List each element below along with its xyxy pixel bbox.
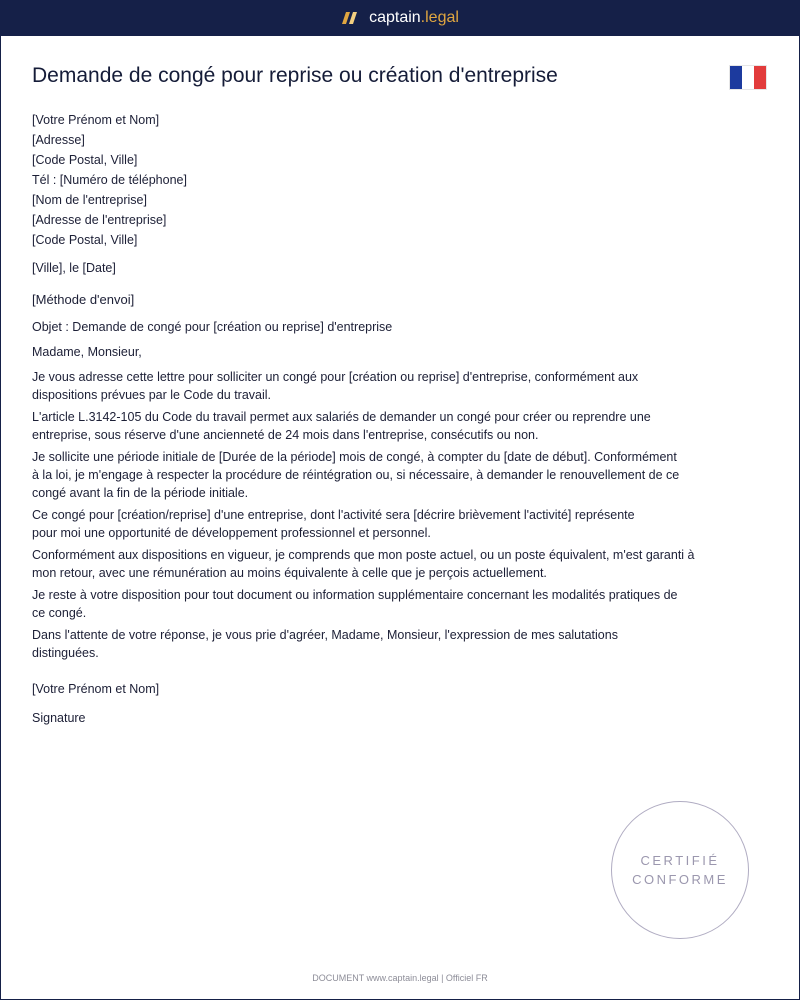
paragraph-line: entreprise, sous réserve d'une ancienneté de 24 mois dans l'entreprise, consécutifs ou non. — [32, 428, 539, 442]
france-flag-icon — [729, 65, 767, 90]
paragraph-line: Ce congé pour [création/reprise] d'une entreprise, dont l'activité sera [décrire brièvement l'activité] représente — [32, 508, 635, 522]
brand-name: captain — [369, 9, 421, 26]
paragraph-line: dispositions prévues par le Code du travail. — [32, 388, 272, 402]
brand-suffix: .legal — [420, 9, 459, 26]
sender-line: Tél : [Numéro de téléphone] — [32, 173, 187, 187]
sender-block — [32, 110, 762, 250]
document-title: Demande de congé pour reprise ou création d'entreprise — [32, 64, 558, 87]
header-bar — [0, 0, 800, 36]
paragraph — [32, 448, 762, 502]
paragraph — [32, 368, 762, 404]
signature-label: Signature — [32, 711, 86, 725]
paragraph — [32, 408, 762, 444]
paragraph-line: ce congé. — [32, 606, 87, 620]
place-date: [Ville], le [Date] — [32, 261, 116, 275]
send-method: [Méthode d'envoi] — [32, 292, 135, 307]
brand[interactable] — [341, 9, 459, 27]
sender-line: [Nom de l'entreprise] — [32, 193, 147, 207]
paragraph-line: pour moi une opportunité de développement professionnel et personnel. — [32, 526, 431, 540]
paragraph — [32, 506, 762, 542]
paragraph-line: Conformément aux dispositions en vigueur, je comprends que mon poste actuel, ou un poste équivalent, m'est garanti à — [32, 548, 695, 562]
paragraph — [32, 626, 762, 662]
salutation: Madame, Monsieur, — [32, 345, 142, 359]
subject-line: Objet : Demande de congé pour [création ou reprise] d'entreprise — [32, 320, 393, 334]
certified-stamp — [611, 801, 749, 939]
sender-line: [Adresse de l'entreprise] — [32, 213, 167, 227]
double-slash-logo-icon — [341, 11, 359, 25]
paragraph-line: mon retour, avec une rémunération au moins équivalente à celle que je perçois actuellement. — [32, 566, 547, 580]
paragraph-line: Dans l'attente de votre réponse, je vous prie d'agréer, Madame, Monsieur, l'expression de mes salutations — [32, 628, 618, 642]
stamp-line: CERTIFIÉ — [640, 853, 720, 868]
footer-text: DOCUMENT www.captain.legal | Officiel FR — [312, 973, 488, 983]
stamp-line: CONFORME — [632, 872, 728, 887]
paragraph-line: L'article L.3142-105 du Code du travail permet aux salariés de demander un congé pour créer ou reprendre une — [32, 410, 651, 424]
paragraph — [32, 586, 762, 622]
paragraph-line: à la loi, je m'engage à respecter la procédure de réintégration ou, si nécessaire, à demander le renouvellement de ce — [32, 468, 680, 482]
paragraph-line: Je vous adresse cette lettre pour solliciter un congé pour [création ou reprise] d'entreprise, conformément aux — [32, 370, 639, 384]
sender-line: [Adresse] — [32, 133, 85, 147]
paragraph-line: congé avant la fin de la période initiale. — [32, 486, 249, 500]
sender-line: [Votre Prénom et Nom] — [32, 113, 160, 127]
closing-name: [Votre Prénom et Nom] — [32, 682, 160, 696]
sender-line: [Code Postal, Ville] — [32, 233, 138, 247]
paragraph — [32, 546, 762, 582]
paragraph-line: distinguées. — [32, 646, 99, 660]
paragraph-line: Je reste à votre disposition pour tout document ou information supplémentaire concernant les modalités pratiques de — [32, 588, 678, 602]
paragraph-line: Je sollicite une période initiale de [Durée de la période] mois de congé, à compter du [date de début]. Conformément — [32, 450, 677, 464]
sender-line: [Code Postal, Ville] — [32, 153, 138, 167]
